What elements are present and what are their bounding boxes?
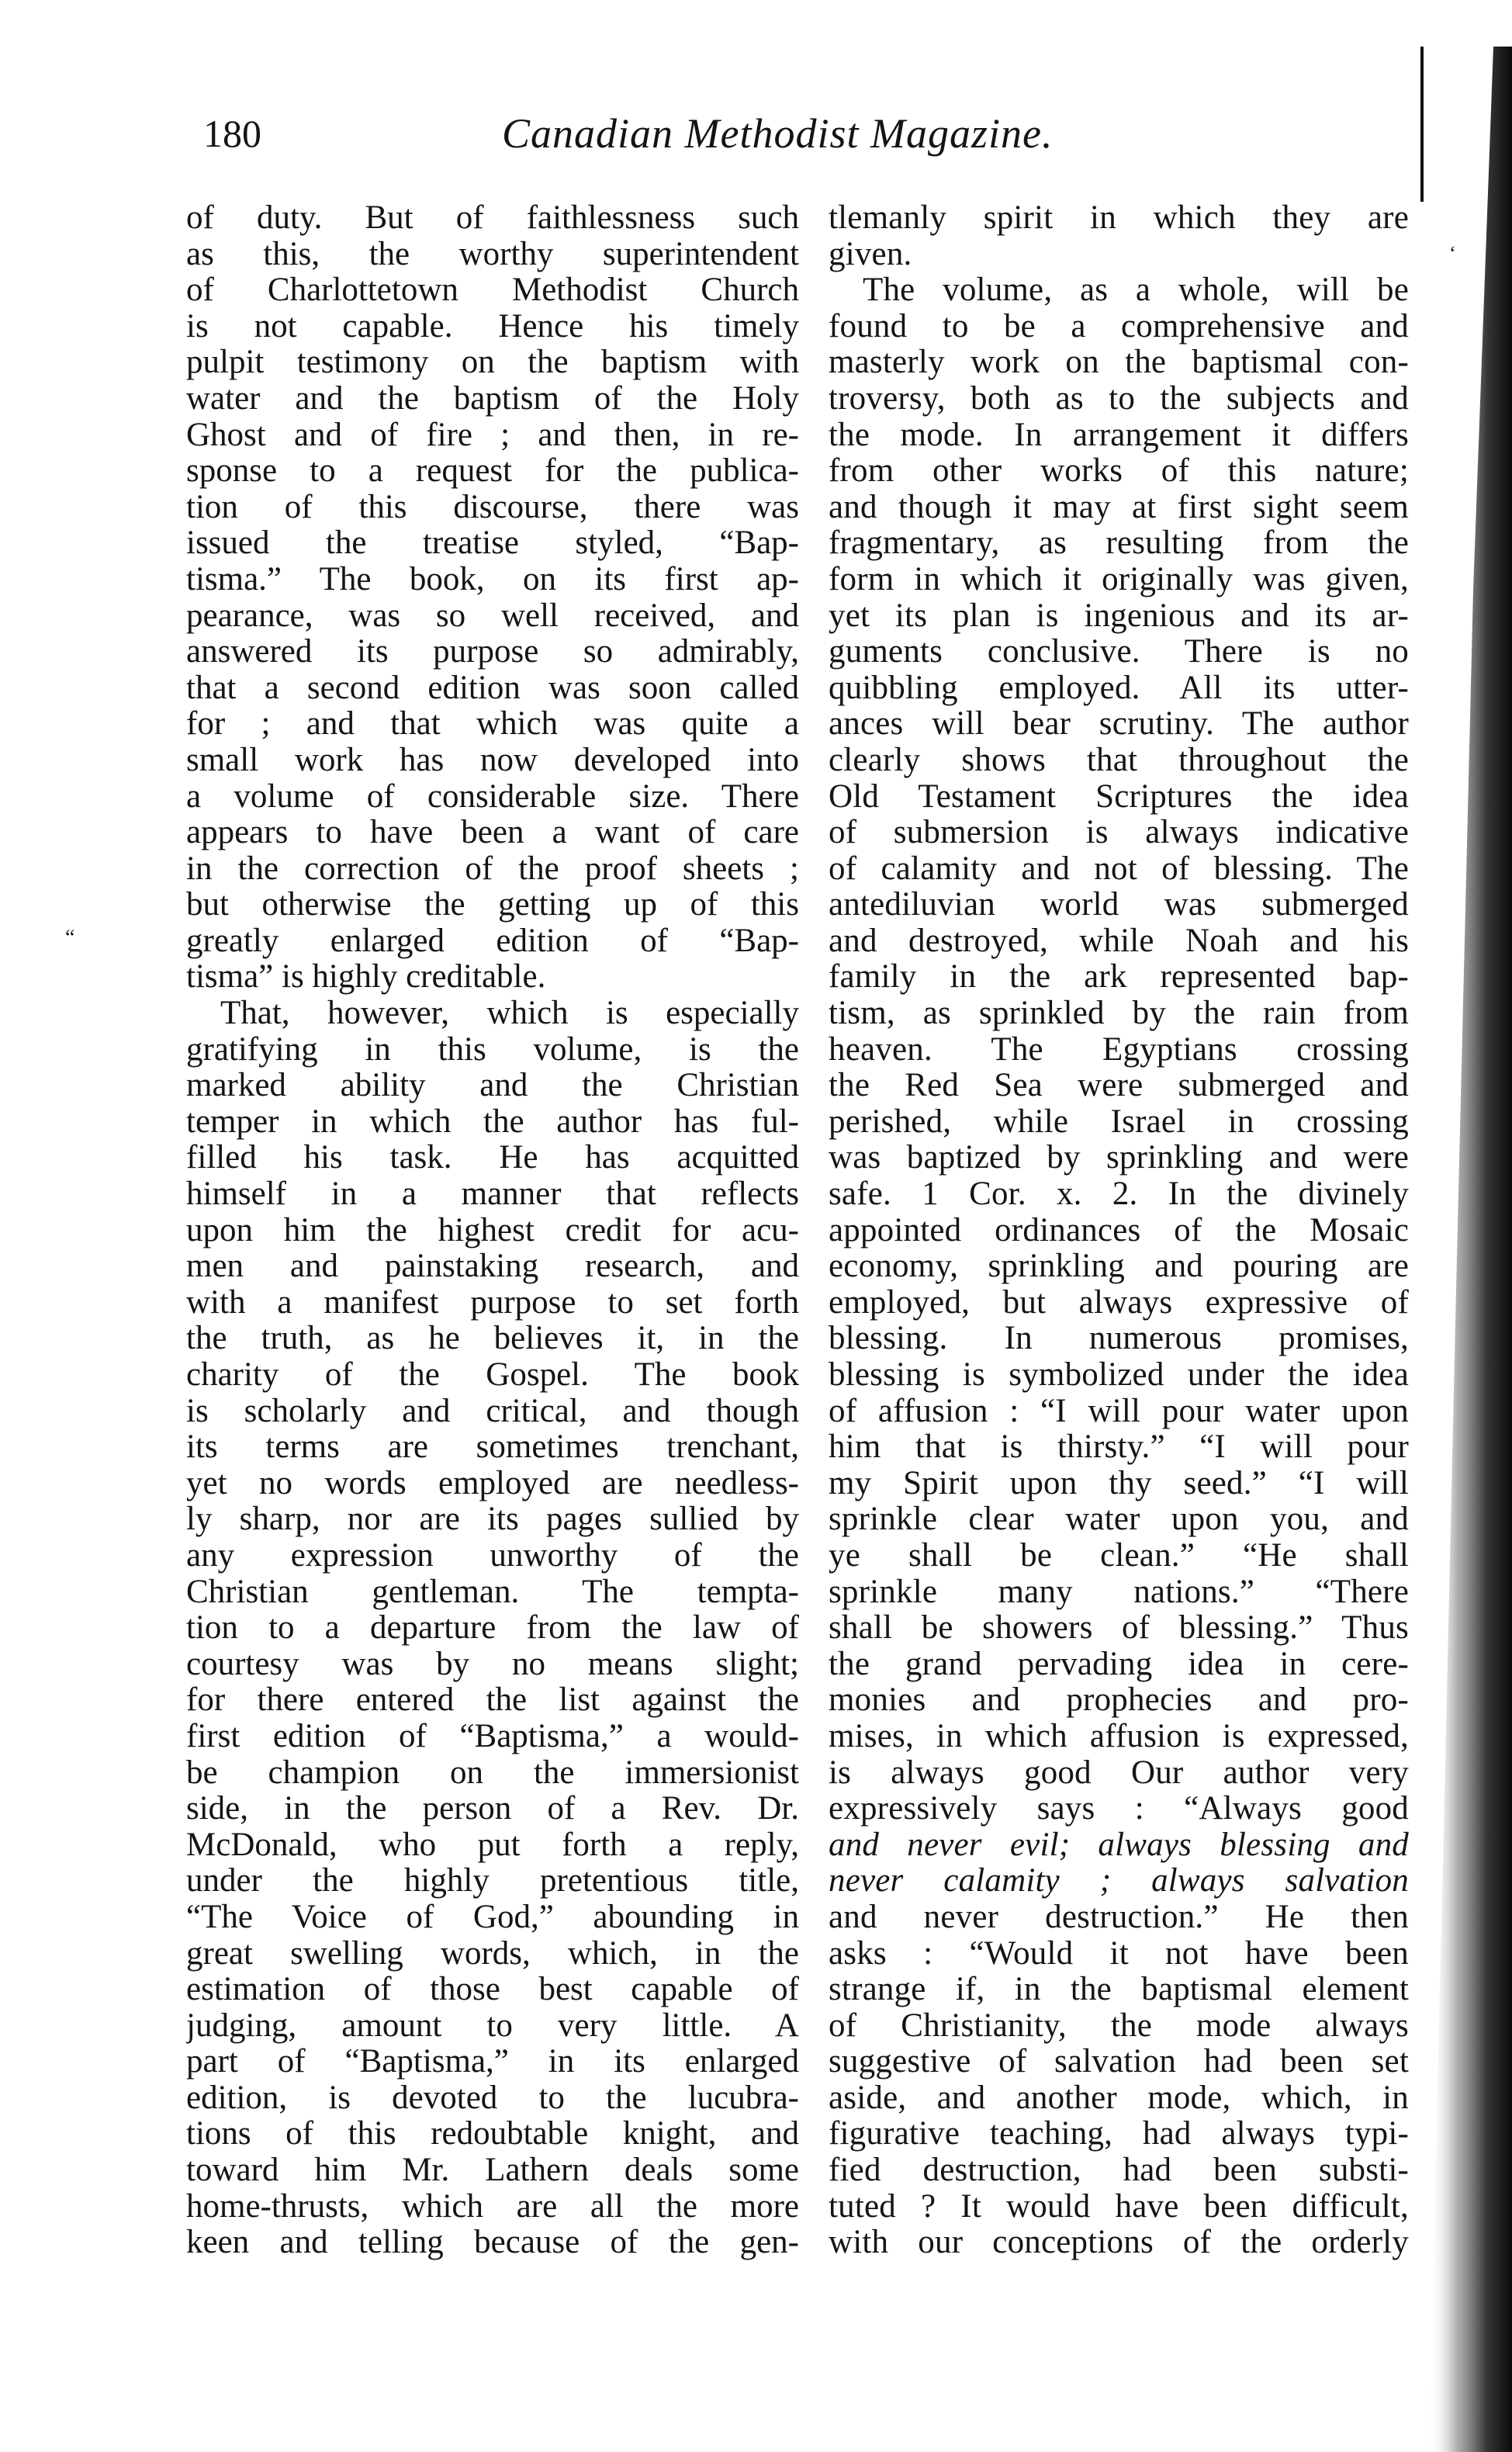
right-column-line: suggestive of salvation had been set — [829, 2044, 1409, 2080]
running-head — [203, 102, 1181, 165]
right-column-line: tuted ? It would have been difficult, — [829, 2188, 1409, 2225]
left-column-line: for ; and that which was quite a — [186, 706, 799, 743]
right-column-line: and never destruction.” He then — [829, 1899, 1409, 1935]
right-column-line: sprinkle many nations.” “There — [829, 1574, 1409, 1610]
left-column-line: sponse to a request for the publica- — [186, 453, 799, 490]
right-column-line: and never evil; always blessing and — [829, 1827, 1409, 1863]
left-column-line: upon him the highest credit for acu- — [186, 1212, 799, 1249]
left-column-line: is scholarly and critical, and though — [186, 1393, 799, 1429]
right-column-line: Old Testament Scriptures the idea — [829, 778, 1409, 815]
left-column-line: but otherwise the getting up of this — [186, 887, 799, 923]
edge-mark: ‘ — [1449, 242, 1456, 265]
left-column-line: tisma.” The book, on its first ap- — [186, 561, 799, 597]
right-column-line: of calamity and not of blessing. The — [829, 850, 1409, 887]
left-column-line: ly sharp, nor are its pages sullied by — [186, 1501, 799, 1538]
left-column-line: “The Voice of God,” abounding in — [186, 1899, 799, 1935]
right-column-line: found to be a comprehensive and — [829, 308, 1409, 345]
left-column-line: of Charlottetown Methodist Church — [186, 272, 799, 309]
right-column-line: clearly shows that throughout the — [829, 742, 1409, 778]
right-column-line: ye shall be clean.” “He shall — [829, 1537, 1409, 1574]
right-column-line: never calamity ; always salvation — [829, 1863, 1409, 1900]
left-column-line: temper in which the author has ful- — [186, 1103, 799, 1140]
right-column-line: appointed ordinances of the Mosaic — [829, 1212, 1409, 1249]
right-column-line: blessing is symbolized under the idea — [829, 1357, 1409, 1393]
right-column-line: is always good Our author very — [829, 1754, 1409, 1791]
left-column-line: pulpit testimony on the baptism with — [186, 345, 799, 381]
left-column-line: estimation of those best capable of — [186, 1972, 799, 2008]
left-column-line: courtesy was by no means slight; — [186, 1646, 799, 1682]
left-column-line: Ghost and of fire ; and then, in re- — [186, 417, 799, 453]
left-column-line: part of “Baptisma,” in its enlarged — [186, 2044, 799, 2080]
right-column-line: perished, while Israel in crossing — [829, 1103, 1409, 1140]
left-column-line: home-thrusts, which are all the more — [186, 2188, 799, 2225]
left-column-line: appears to have been a want of care — [186, 815, 799, 851]
right-column-line: tism, as sprinkled by the rain from — [829, 996, 1409, 1032]
scan-binding-shadow — [1357, 47, 1512, 2452]
gutter-mark: “ — [65, 926, 75, 950]
left-column-line: for there entered the list against the — [186, 1682, 799, 1719]
left-column-line: water and the baptism of the Holy — [186, 380, 799, 417]
left-column-line: himself in a manner that reflects — [186, 1176, 799, 1213]
left-column-line: gratifying in this volume, is the — [186, 1031, 799, 1068]
right-column-line: my Spirit upon thy seed.” “I will — [829, 1465, 1409, 1501]
right-column-line: from other works of this nature; — [829, 453, 1409, 490]
right-column-line: sprinkle clear water upon you, and — [829, 1501, 1409, 1538]
right-column-line: given. — [829, 236, 912, 272]
right-column-line: fied destruction, had been substi- — [829, 2152, 1409, 2189]
left-column-line: the truth, as he believes it, in the — [186, 1321, 799, 1357]
left-column-line: McDonald, who put forth a reply, — [186, 1827, 799, 1863]
right-column-line: quibbling employed. All its utter- — [829, 670, 1409, 706]
left-column-line: judging, amount to very little. A — [186, 2007, 799, 2044]
right-column-line: tlemanly spirit in which they are — [829, 200, 1409, 236]
left-column-line: men and painstaking research, and — [186, 1249, 799, 1285]
right-column-line: the grand pervading idea in cere- — [829, 1646, 1409, 1682]
left-column-line: tion to a departure from the law of — [186, 1610, 799, 1647]
right-column-line: family in the ark represented bap- — [829, 959, 1409, 996]
left-column-line: Christian gentleman. The tempta- — [186, 1574, 799, 1610]
right-column-line: monies and prophecies and pro- — [829, 1682, 1409, 1719]
left-text-column — [186, 200, 799, 2261]
left-column-line: side, in the person of a Rev. Dr. — [186, 1791, 799, 1827]
left-column-line: with a manifest purpose to set forth — [186, 1284, 799, 1321]
left-column-line: be champion on the immersionist — [186, 1754, 799, 1791]
left-column-line: small work has now developed into — [186, 742, 799, 778]
right-column-line: aside, and another mode, which, in — [829, 2080, 1409, 2116]
left-column-line: of duty. But of faithlessness such — [186, 200, 799, 236]
left-column-line: pearance, was so well received, and — [186, 597, 799, 634]
left-column-line: That, however, which is especially — [220, 996, 799, 1032]
right-column-line: was baptized by sprinkling and were — [829, 1140, 1409, 1176]
right-column-line: asks : “Would it not have been — [829, 1935, 1409, 1972]
right-text-column — [829, 200, 1409, 2261]
left-column-line: great swelling words, which, in the — [186, 1935, 799, 1972]
right-column-line: him that is thirsty.” “I will pour — [829, 1429, 1409, 1466]
right-column-line: the mode. In arrangement it differs — [829, 417, 1409, 453]
right-column-line: ances will bear scrutiny. The author — [829, 706, 1409, 743]
left-column-line: any expression unworthy of the — [186, 1537, 799, 1574]
right-column-line: of Christianity, the mode always — [829, 2007, 1409, 2044]
left-column-line: tisma” is highly creditable. — [186, 959, 546, 996]
right-column-line: shall be showers of blessing.” Thus — [829, 1610, 1409, 1647]
left-column-line: is not capable. Hence his timely — [186, 308, 799, 345]
right-column-line: strange if, in the baptismal element — [829, 1972, 1409, 2008]
right-column-line: employed, but always expressive of — [829, 1284, 1409, 1321]
left-column-line: charity of the Gospel. The book — [186, 1357, 799, 1393]
left-column-line: a volume of considerable size. There — [186, 778, 799, 815]
left-column-line: under the highly pretentious title, — [186, 1863, 799, 1900]
left-column-line: first edition of “Baptisma,” a would- — [186, 1718, 799, 1754]
right-column-line: with our conceptions of the orderly — [829, 2225, 1409, 2261]
right-column-line: figurative teaching, had always typi- — [829, 2116, 1409, 2152]
left-column-line: tion of this discourse, there was — [186, 489, 799, 525]
left-column-line: answered its purpose so admirably, — [186, 634, 799, 670]
right-column-line: and destroyed, while Noah and his — [829, 923, 1409, 959]
right-column-line: blessing. In numerous promises, — [829, 1321, 1409, 1357]
left-column-line: yet no words employed are needless- — [186, 1465, 799, 1501]
right-column-line: The volume, as a whole, will be — [863, 272, 1409, 309]
right-column-line: safe. 1 Cor. x. 2. In the divinely — [829, 1176, 1409, 1213]
left-column-line: edition, is devoted to the lucubra- — [186, 2080, 799, 2116]
left-column-line: issued the treatise styled, “Bap- — [186, 525, 799, 562]
left-column-line: as this, the worthy superintendent — [186, 236, 799, 272]
right-column-line: masterly work on the baptismal con- — [829, 345, 1409, 381]
left-column-line: marked ability and the Christian — [186, 1068, 799, 1104]
right-column-line: of submersion is always indicative — [829, 815, 1409, 851]
left-column-line: in the correction of the proof sheets ; — [186, 850, 799, 887]
right-column-line: of affusion : “I will pour water upon — [829, 1393, 1409, 1429]
right-column-line: mises, in which affusion is expressed, — [829, 1718, 1409, 1754]
left-column-line: its terms are sometimes trenchant, — [186, 1429, 799, 1466]
page-number: 180 — [203, 112, 261, 155]
right-column-line: fragmentary, as resulting from the — [829, 525, 1409, 562]
left-column-line: toward him Mr. Lathern deals some — [186, 2152, 799, 2189]
right-column-line: heaven. The Egyptians crossing — [829, 1031, 1409, 1068]
right-column-line: the Red Sea were submerged and — [829, 1068, 1409, 1104]
right-column-line: troversy, both as to the subjects and — [829, 380, 1409, 417]
left-column-line: that a second edition was soon called — [186, 670, 799, 706]
right-column-line: form in which it originally was given, — [829, 561, 1409, 597]
right-column-line: economy, sprinkling and pouring are — [829, 1249, 1409, 1285]
right-column-line: yet its plan is ingenious and its ar- — [829, 597, 1409, 634]
left-column-line: greatly enlarged edition of “Bap- — [186, 923, 799, 959]
right-column-line: and though it may at first sight seem — [829, 489, 1409, 525]
journal-title: Canadian Methodist Magazine. — [502, 110, 1054, 157]
left-column-line: tions of this redoubtable knight, and — [186, 2116, 799, 2152]
left-column-line: keen and telling because of the gen- — [186, 2225, 799, 2261]
left-column-line: filled his task. He has acquitted — [186, 1140, 799, 1176]
right-column-line: guments conclusive. There is no — [829, 634, 1409, 670]
right-column-line: antediluvian world was submerged — [829, 887, 1409, 923]
right-column-line: expressively says : “Always good — [829, 1791, 1409, 1827]
